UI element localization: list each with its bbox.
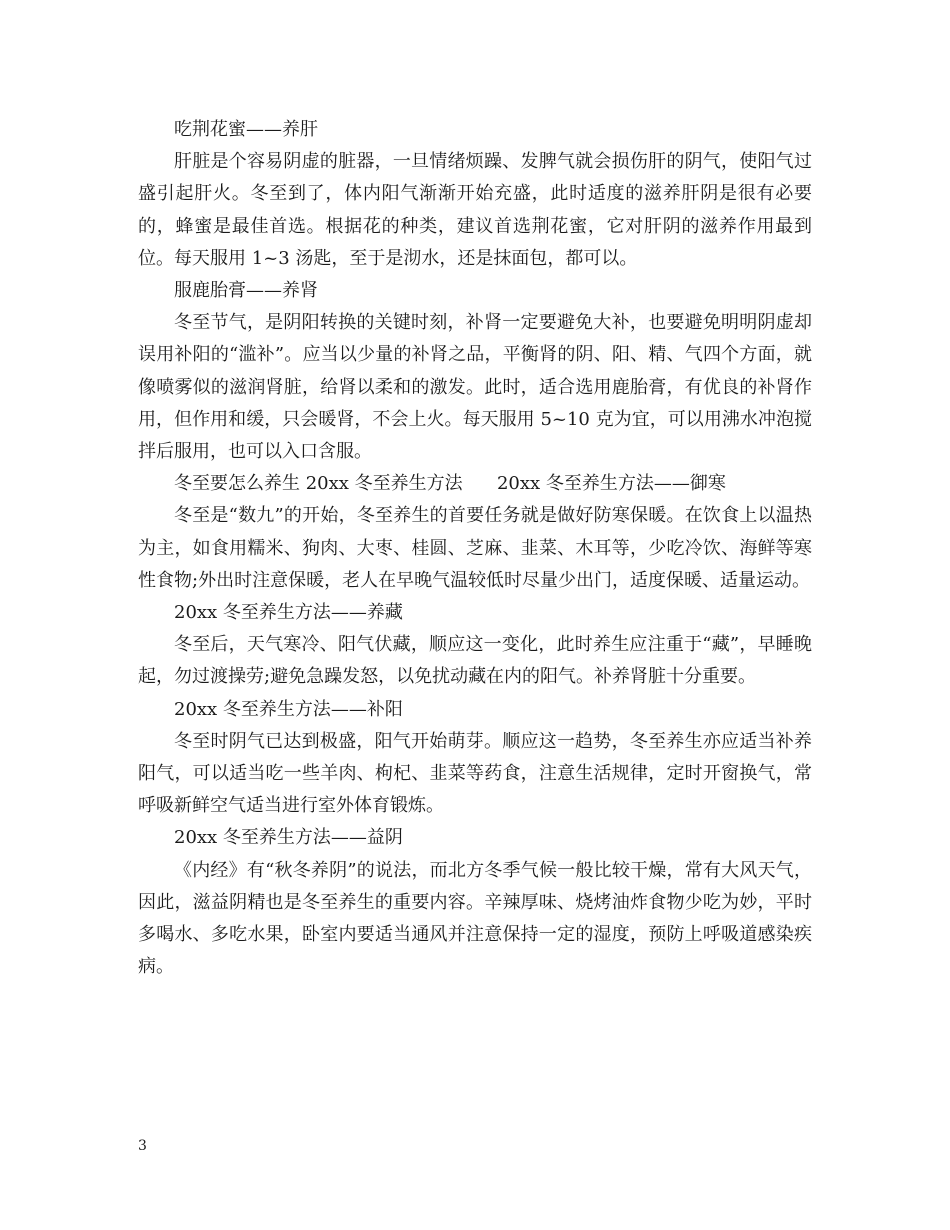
page-content: [138, 114, 812, 983]
section-heading-cold: 冬至要怎么养生 20xx 冬至养生方法 20xx 冬至养生方法——御寒: [174, 473, 726, 495]
body-paragraph-cold: 冬至是“数九”的开始，冬至养生的首要任务就是做好防寒保暖。在饮食上以温热为主，如食用糯米、狗肉、大枣、桂圆、芝麻、韭菜、木耳等，少吃冷饮、海鲜等寒性食物;外出时注意保暖，老人在早晚气温较低时尽量少出门，适度保暖、适量运动。: [138, 505, 812, 591]
section-heading-storage: 20xx 冬至养生方法——养藏: [174, 602, 403, 624]
section-heading-kidney: 服鹿胎膏——养肾: [174, 280, 318, 302]
body-paragraph-yang: 冬至时阴气已达到极盛，阳气开始萌芽。顺应这一趋势，冬至养生亦应适当补养阳气，可以适当吃一些羊肉、枸杞、韭菜等药食，注意生活规律，定时开窗换气，常呼吸新鲜空气适当进行室外体育锻炼。: [138, 730, 812, 817]
body-paragraph-yin: 《内经》有“秋冬养阴”的说法，而北方冬季气候一般比较干燥，常有大风天气，因此，滋益阴精也是冬至养生的重要内容。辛辣厚味、烧烤油炸食物少吃为妙，平时多喝水、多吃水果，卧室内要适当通风并注意保持一定的湿度，预防上呼吸道感染疾病。: [138, 859, 812, 978]
section-heading-liver: 吃荆花蜜——养肝: [174, 119, 318, 140]
section-heading-yin: 20xx 冬至养生方法——益阴: [174, 827, 403, 849]
body-paragraph-liver: 肝脏是个容易阴虚的脏器，一旦情绪烦躁、发脾气就会损伤肝的阴气，使阳气过盛引起肝火。冬至到了，体内阳气渐渐开始充盛，此时适度的滋养肝阴是很有必要的，蜂蜜是最佳首选。根据花的种类，建议首选荆花蜜，它对肝阴的滋养作用最到位。每天服用 1~3 汤匙，至于是沏水，还是抹面包，都可以。: [138, 151, 812, 269]
body-paragraph-storage: 冬至后，天气寒冷、阳气伏藏，顺应这一变化，此时养生应注重于“藏”，早睡晚起，勿过渡操劳;避免急躁发怒，以免扰动藏在内的阳气。补养肾脏十分重要。: [138, 634, 812, 688]
section-heading-yang: 20xx 冬至养生方法——补阳: [174, 698, 403, 720]
page-number: 3: [138, 1138, 147, 1154]
body-paragraph-kidney: 冬至节气，是阴阳转换的关键时刻，补肾一定要避免大补，也要避免明明阴虚却误用补阳的“滥补”。应当以少量的补肾之品，平衡肾的阴、阳、精、气四个方面，就像喷雾似的滋润肾脏，给肾以柔和的激发。此时，适合选用鹿胎膏，有优良的补肾作用，但作用和缓，只会暖肾，不会上火。每天服用 5~10 克为宜，可以用沸水冲泡搅拌后服用，也可以入口含服。: [138, 312, 812, 463]
